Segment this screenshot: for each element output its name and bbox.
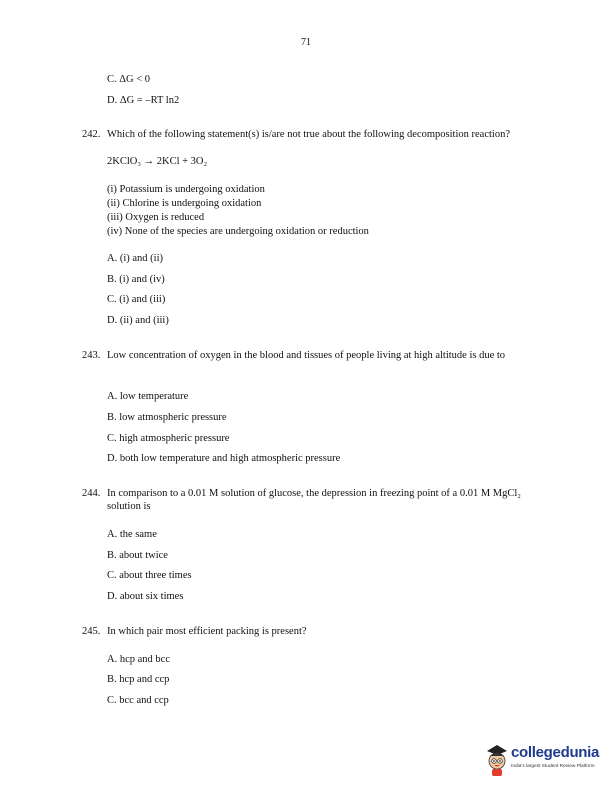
question-245-text: In which pair most efficient packing is present? xyxy=(107,626,307,637)
question-242-option-d: D. (ii) and (iii) xyxy=(107,315,169,326)
question-244-text: In comparison to a 0.01 M solution of glucose, the depression in freezing point of a 0.01 M MgCl₂ solution is xyxy=(107,488,521,512)
question-244-number: 244. xyxy=(82,488,101,499)
question-243-option-c: C. high atmospheric pressure xyxy=(107,433,230,444)
question-243-number: 243. xyxy=(82,350,101,361)
question-245-option-a: A. hcp and bcc xyxy=(107,654,170,665)
question-243-option-b: B. low atmospheric pressure xyxy=(107,412,227,423)
question-242-statement-4: (iv) None of the species are undergoing oxidation or reduction xyxy=(107,226,369,237)
question-243-option-d: D. both low temperature and high atmospheric pressure xyxy=(107,453,341,464)
question-245-option-b: B. hcp and ccp xyxy=(107,674,170,685)
page-number: 71 xyxy=(301,37,311,48)
question-242-equation: 2KClO₃ → 2KCl + 3O₂ xyxy=(107,156,208,167)
question-242-option-b: B. (i) and (iv) xyxy=(107,274,165,285)
logo-tagline: India's largest Student Review Platform xyxy=(511,764,595,769)
question-242-number: 242. xyxy=(82,129,101,140)
question-244-option-b: B. about twice xyxy=(107,550,168,561)
question-242-statement-3: (iii) Oxygen is reduced xyxy=(107,212,205,223)
question-244-option-d: D. about six times xyxy=(107,591,184,602)
question-244-option-a: A. the same xyxy=(107,529,157,540)
question-245-option-c: C. bcc and ccp xyxy=(107,695,169,706)
question-244-option-c: C. about three times xyxy=(107,570,192,581)
logo-wordmark: collegedunia xyxy=(511,744,600,761)
question-242-option-c: C. (i) and (iii) xyxy=(107,294,166,305)
collegedunia-logo xyxy=(483,741,608,781)
question-245-number: 245. xyxy=(82,626,101,637)
question-242-statement-1: (i) Potassium is undergoing oxidation xyxy=(107,184,265,195)
question-242-option-a: A. (i) and (ii) xyxy=(107,253,163,264)
prev-option-c: C. ΔG < 0 xyxy=(107,74,151,85)
mascot-icon xyxy=(483,741,511,777)
question-243-text: Low concentration of oxygen in the blood and tissues of people living at high altitude is due to xyxy=(107,350,506,361)
question-242-text: Which of the following statement(s) is/are not true about the following decomposition reaction? xyxy=(107,129,510,140)
prev-option-d: D. ΔG = –RT ln2 xyxy=(107,95,180,106)
question-243-option-a: A. low temperature xyxy=(107,391,189,402)
question-242-statement-2: (ii) Chlorine is undergoing oxidation xyxy=(107,198,262,209)
